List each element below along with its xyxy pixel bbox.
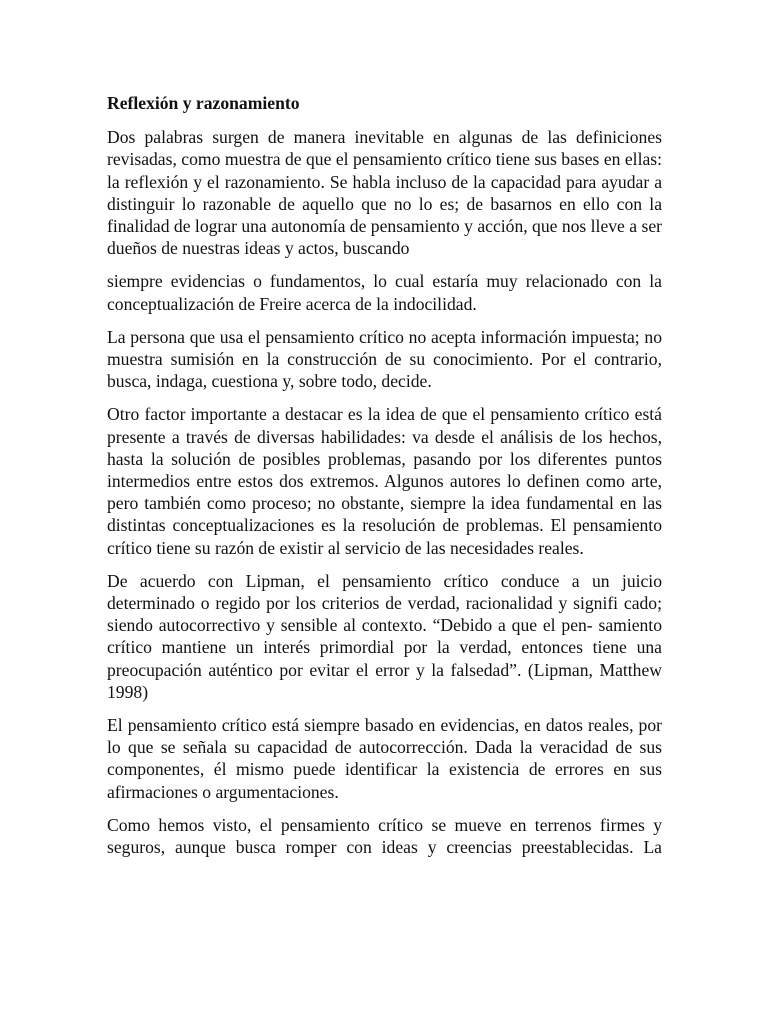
section-heading: Reflexión y razonamiento: [107, 93, 300, 113]
document-page: [107, 92, 662, 869]
paragraph-6: El pensamiento crítico está siempre basado en evidencias, en datos reales, por lo que se señala su capacidad de autocorrección. Dada la veracidad de sus componentes, él mismo puede identificar la existencia de errores en sus afirmaciones o argumentaciones.: [107, 715, 662, 802]
paragraph-3: La persona que usa el pensamiento crítico no acepta información impuesta; no muestra sumisión en la construcción de su conocimiento. Por el contrario, busca, indaga, cuestiona y, sobre todo, decide.: [107, 326, 662, 392]
paragraph-4: Otro factor importante a destacar es la idea de que el pensamiento crítico está presente a través de diversas habilidades: va desde el análisis de los hechos, hasta la solución de posibles problemas, pasando por los diferentes puntos intermedios entre estos dos extremos. Algunos autores lo definen como arte, pero también como proceso; no obstante, siempre la idea fundamental en las distintas conceptualizaciones es la resolución de problemas. El pensamiento crítico tiene su razón de existir al servicio de las necesidades reales.: [107, 404, 662, 558]
paragraph-5: De acuerdo con Lipman, el pensamiento crítico conduce a un juicio determinado o regido por los criterios de verdad, racionalidad y signifi cado; siendo autocorrectivo y sensible al contexto. “Debido a que el pen- samiento crítico mantiene un interés primordial por la verdad, entonces tiene una preocupación auténtico por evitar el error y la falsedad”. (Lipman, Matthew 1998): [107, 570, 662, 702]
paragraph-7: Como hemos visto, el pensamiento crítico se mueve en terrenos firmes y seguros, aunque busca romper con ideas y creencias preestablecidas. La: [107, 814, 662, 858]
paragraph-2: siempre evidencias o fundamentos, lo cual estaría muy relacionado con la conceptualización de Freire acerca de la indocilidad.: [107, 271, 662, 314]
paragraph-1: Dos palabras surgen de manera inevitable en algunas de las definiciones revisadas, como muestra de que el pensamiento crítico tiene sus bases en ellas: la reflexión y el razonamiento. Se habla incluso de la capacidad para ayudar a distinguir lo razonable de aquello que no lo es; de basarnos en ello con la finalidad de lograr una autonomía de pensamiento y acción, que nos lleve a ser dueños de nuestras ideas y actos, buscando: [107, 127, 662, 259]
